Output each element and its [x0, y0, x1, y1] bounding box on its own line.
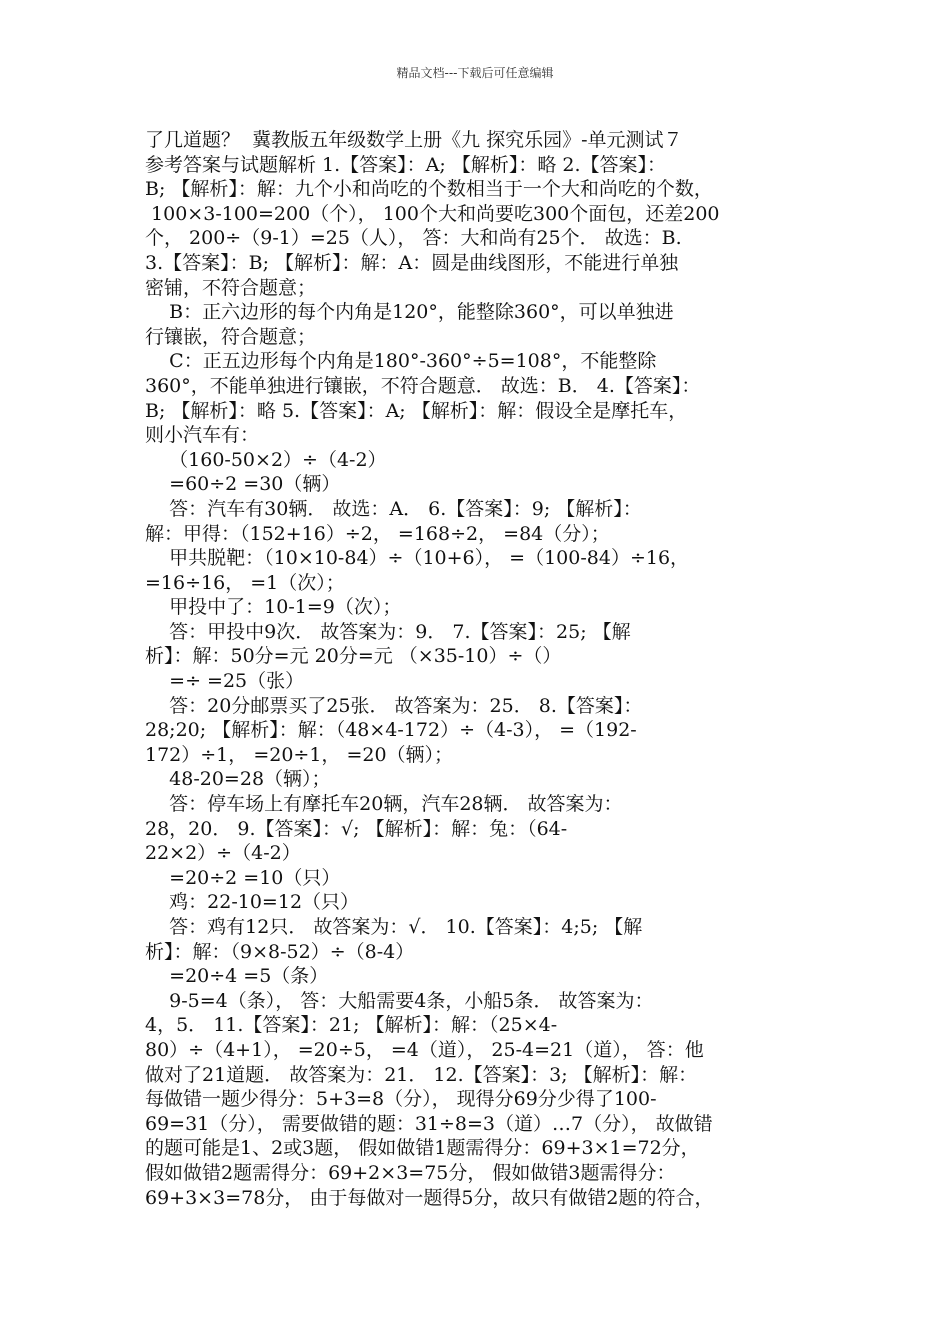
text-line: 每做错一题少得分：5+3=8（分）， 现得分69分少得了100-	[145, 1088, 657, 1111]
text-line: 解：甲得：（152+16）÷2， =168÷2， =84（分）；	[145, 522, 610, 545]
text-line: B：正六边形的每个内角是120°，能整除360°，可以单独进	[145, 301, 674, 324]
text-line: =60÷2 =30（辆）	[145, 473, 341, 496]
text-line: （160-50×2）÷（4-2）	[145, 448, 387, 471]
text-line: 答：鸡有12只． 故答案为：√． 10.【答案】：4;5; 【解	[145, 916, 643, 938]
text-line: 析】：解：（9×8-52）÷（8-4）	[145, 940, 415, 963]
text-line: 假如做错2题需得分：69+2×3=75分， 假如做错3题需得分：	[145, 1161, 676, 1184]
text-line: 80）÷（4+1）， =20÷5， =4（道）， 25-4=21（道）， 答：他	[145, 1038, 704, 1061]
text-line: 个， 200÷（9-1）=25（人）， 答：大和尚有25个． 故选：B.	[145, 227, 682, 250]
text-line: 3.【答案】：B; 【解析】：解：A：圆是曲线图形，不能进行单独	[145, 251, 679, 274]
text-line: 28，20． 9.【答案】：√; 【解析】：解：兔：（64-	[145, 817, 568, 840]
text-line: 则小汽车有：	[145, 424, 260, 447]
text-line: 答：20分邮票买了25张． 故答案为：25． 8.【答案】：	[145, 694, 643, 717]
text-line: 360°，不能单独进行镶嵌，不符合题意． 故选：B． 4.【答案】：	[145, 374, 701, 397]
text-line: 甲共脱靶：（10×10-84）÷（10+6）， =（100-84）÷16，	[145, 547, 690, 570]
text-line: 69=31（分）， 需要做错的题：31÷8=3（道）…7（分）， 故做错	[145, 1112, 713, 1135]
text-line: C：正五边形每个内角是180°-360°÷5=108°，不能整除	[145, 350, 657, 373]
text-line: 析】：解：50分=元 20分=元 （×35-10）÷（）	[145, 645, 562, 668]
text-line: 69+3×3=78分， 由于每做对一题得5分，故只有做错2题的符合，	[145, 1186, 714, 1209]
text-line: 答：汽车有30辆． 故选：A． 6.【答案】：9; 【解析】：	[145, 497, 642, 520]
text-line: 的题可能是1、2或3题， 假如做错1题需得分：69+3×1=72分，	[145, 1137, 700, 1160]
text-line: =16÷16， =1（次）；	[145, 571, 345, 594]
text-line: 答：停车场上有摩托车20辆，汽车28辆． 故答案为：	[145, 793, 623, 816]
text-line: 172）÷1， =20÷1， =20（辆）；	[145, 743, 454, 766]
document-body	[145, 128, 810, 1210]
text-line: 密铺，不符合题意；	[145, 276, 317, 299]
text-line: B; 【解析】：略 5.【答案】：A; 【解析】：解：假设全是摩托车，	[145, 399, 688, 422]
page-header: 精品文档---下载后可任意编辑	[396, 66, 554, 80]
text-line: 100×3-100=200（个）， 100个大和尚要吃300个面包，还差200	[145, 202, 720, 225]
text-line: =20÷4 =5（条）	[145, 965, 329, 988]
text-line: =÷ =25（张）	[145, 670, 305, 693]
text-line: 参考答案与试题解析 1.【答案】：A; 【解析】：略 2.【答案】：	[145, 153, 666, 176]
text-line: 28;20; 【解析】：解：（48×4-172）÷（4-3）， =（192-	[145, 719, 637, 742]
text-line: 做对了21道题． 故答案为：21． 12.【答案】：3; 【解析】：解：	[145, 1063, 698, 1086]
text-line: 行镶嵌，符合题意；	[145, 325, 317, 348]
text-line: B; 【解析】：解：九个小和尚吃的个数相当于一个大和尚吃的个数，	[145, 178, 713, 201]
text-line: 4，5． 11.【答案】：21; 【解析】：解：（25×4-	[145, 1014, 558, 1037]
text-line: 48-20=28（辆）；	[145, 768, 331, 791]
text-line: 甲投中了：10-1=9（次）；	[145, 596, 402, 619]
text-line: 了几道题？ 冀教版五年级数学上册《九 探究乐园》-单元测试７	[145, 129, 683, 151]
text-line: 鸡：22-10=12（只）	[145, 891, 360, 914]
text-line: =20÷2 =10（只）	[145, 866, 341, 889]
text-line: 答：甲投中9次． 故答案为：9． 7.【答案】：25; 【解	[145, 620, 631, 643]
text-line: 22×2）÷（4-2）	[145, 842, 301, 865]
text-line: 9-5=4（条）， 答：大船需要4条，小船5条． 故答案为：	[145, 989, 654, 1012]
